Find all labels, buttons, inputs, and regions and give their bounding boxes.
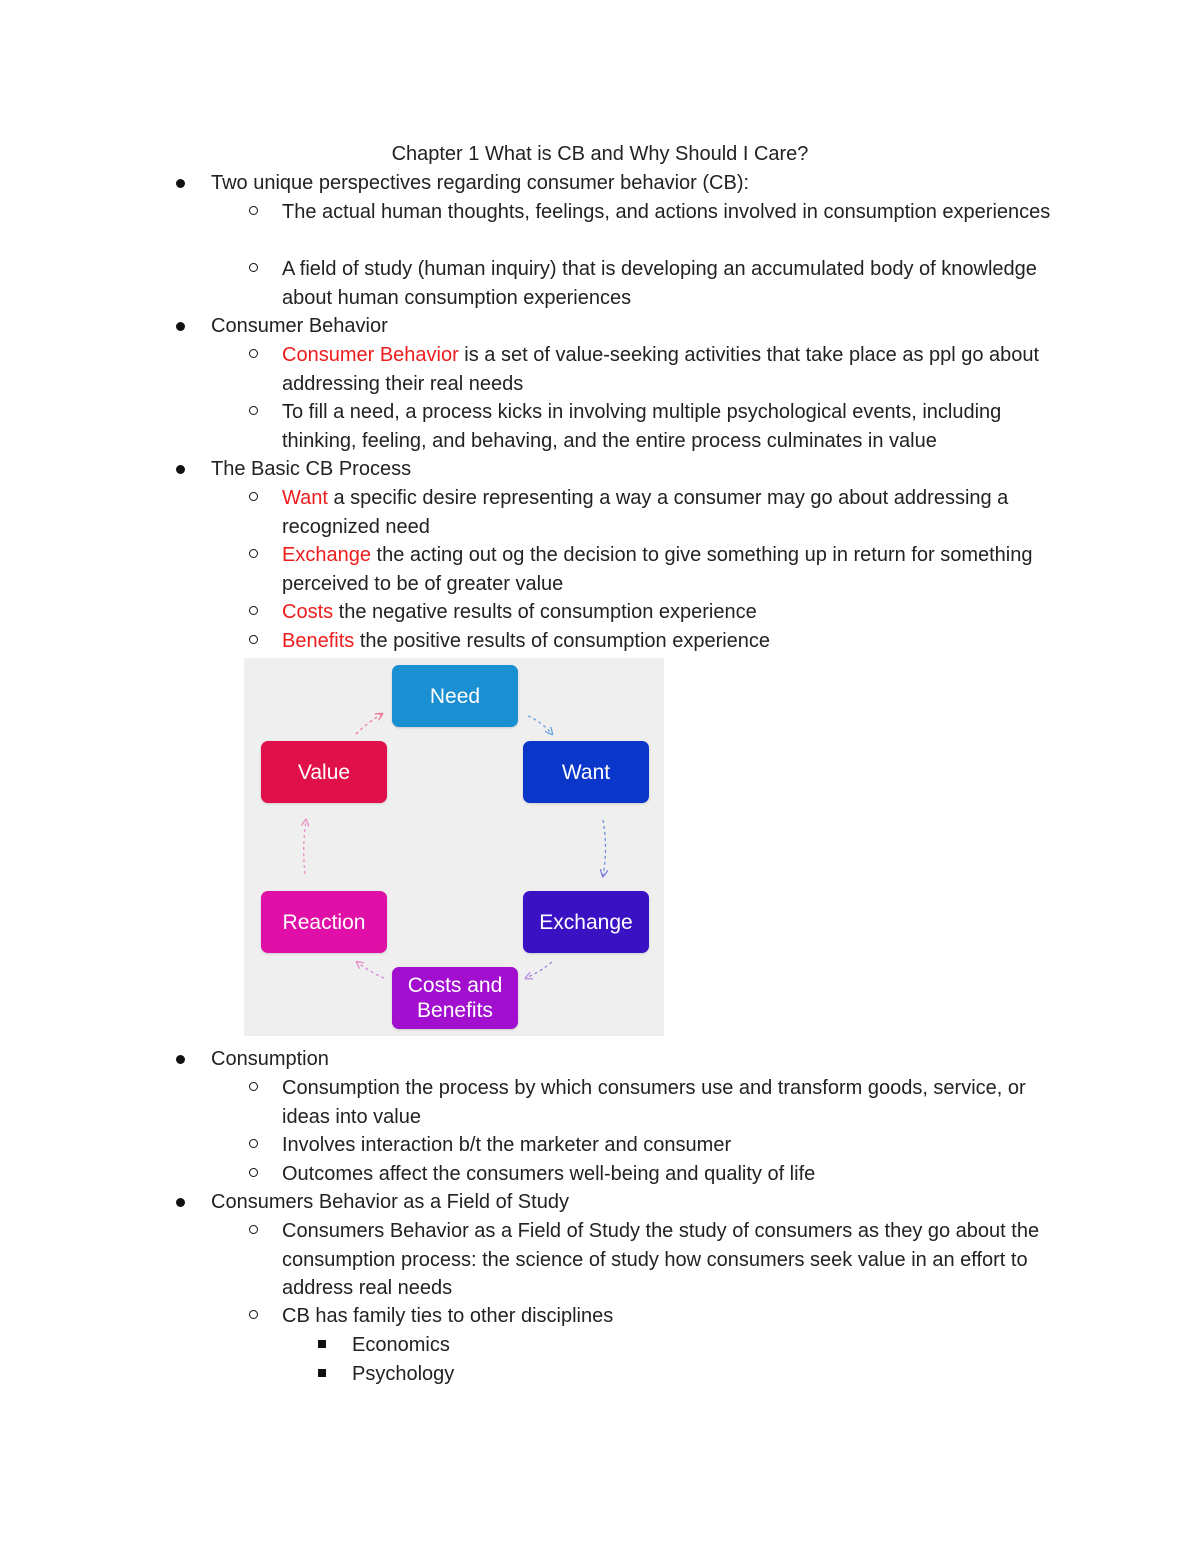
arrow-value-to-need [356, 714, 382, 734]
bullet-disc [176, 465, 185, 474]
definition-text: the negative results of consumption experience [333, 601, 757, 623]
list-item: To fill a need, a process kicks in involving multiple psychological events, including thinking, feeling, and behaving, and the entire process culminates in value [282, 401, 1002, 452]
section-heading-consumer-behavior: Consumer Behavior [211, 315, 388, 337]
term-benefits: Benefits [282, 630, 355, 652]
node-want-label: Want [561, 760, 611, 784]
bullet-disc [176, 322, 185, 331]
arrow-need-to-want [528, 716, 552, 734]
bullet-circle [249, 1310, 258, 1319]
bullet-circle [249, 1168, 258, 1177]
section-heading-consumption: Consumption [211, 1048, 329, 1070]
bullet-circle [249, 492, 258, 501]
arrow-exchange-to-costs [526, 962, 552, 978]
section-heading-basic-cb-process: The Basic CB Process [211, 458, 412, 480]
node-reaction-label: Reaction [282, 910, 366, 934]
bullet-circle [249, 349, 258, 358]
section-heading-field-of-study: Consumers Behavior as a Field of Study [211, 1191, 569, 1213]
node-value [261, 741, 387, 803]
bullet-square [318, 1340, 326, 1348]
bullet-circle [249, 549, 258, 558]
bullet-circle [249, 606, 258, 615]
list-item: Outcomes affect the consumers well-being and quality of life [282, 1163, 816, 1185]
node-need-label: Need [429, 684, 481, 708]
list-subitem-psychology: Psychology [352, 1363, 455, 1385]
list-item [282, 341, 1072, 398]
bullet-circle [249, 406, 258, 415]
arrow-want-to-exchange [603, 820, 606, 876]
bullet-disc [176, 179, 185, 188]
bullet-circle [249, 1082, 258, 1091]
node-reaction [261, 891, 387, 953]
list-item [282, 541, 1072, 598]
cb-process-diagram [244, 658, 664, 1036]
node-want [523, 741, 649, 803]
bullet-square [318, 1369, 326, 1377]
bullet-circle [249, 635, 258, 644]
bullet-circle [249, 1139, 258, 1148]
bullet-circle [249, 1225, 258, 1234]
bullet-disc [176, 1198, 185, 1207]
bullet-circle [249, 206, 258, 215]
bullet-disc [176, 1055, 185, 1064]
list-item [282, 484, 1072, 541]
term-costs: Costs [282, 601, 334, 623]
list-subitem-economics: Economics [352, 1334, 450, 1356]
definition-text: a specific desire representing a way a consumer may go about addressing a recognized need [282, 487, 1009, 538]
list-item: The actual human thoughts, feelings, and actions involved in consumption experiences [282, 201, 1051, 223]
list-item: CB has family ties to other disciplines [282, 1305, 614, 1327]
list-item [282, 627, 1072, 656]
node-costs-label-line2: Benefits [417, 999, 493, 1022]
node-costs-and-benefits [392, 967, 518, 1029]
node-exchange-label: Exchange [539, 910, 633, 934]
term-exchange: Exchange [282, 544, 371, 566]
definition-text: the acting out og the decision to give something up in return for something perceived to be of greater value [282, 544, 1033, 595]
list-item: Consumers Behavior as a Field of Study the study of consumers as they go about the consumption process: the science of study how consumers seek value in an effort to address real needs [282, 1220, 1040, 1299]
section-heading-perspectives: Two unique perspectives regarding consumer behavior (CB): [211, 172, 750, 194]
term-want: Want [282, 487, 328, 509]
list-item: Involves interaction b/t the marketer and consumer [282, 1134, 732, 1156]
page-title: Chapter 1 What is CB and Why Should I Care? [391, 143, 809, 165]
node-value-label: Value [297, 760, 351, 784]
list-item: A field of study (human inquiry) that is developing an accumulated body of knowledge about human consumption experiences [282, 258, 1037, 309]
list-item: Consumption the process by which consumers use and transform goods, service, or ideas into value [282, 1077, 1026, 1128]
term-consumer-behavior: Consumer Behavior [282, 344, 459, 366]
definition-text: is a set of value-seeking activities that take place as ppl go about addressing their real needs [282, 344, 1040, 395]
node-need [392, 665, 518, 727]
definition-text: the positive results of consumption experience [354, 630, 771, 652]
node-costs-label-line1: Costs and [407, 974, 503, 997]
node-exchange [523, 891, 649, 953]
arrow-reaction-to-value [304, 820, 306, 874]
bullet-circle [249, 263, 258, 272]
list-item [282, 598, 1072, 627]
arrow-costs-to-reaction [357, 962, 384, 978]
